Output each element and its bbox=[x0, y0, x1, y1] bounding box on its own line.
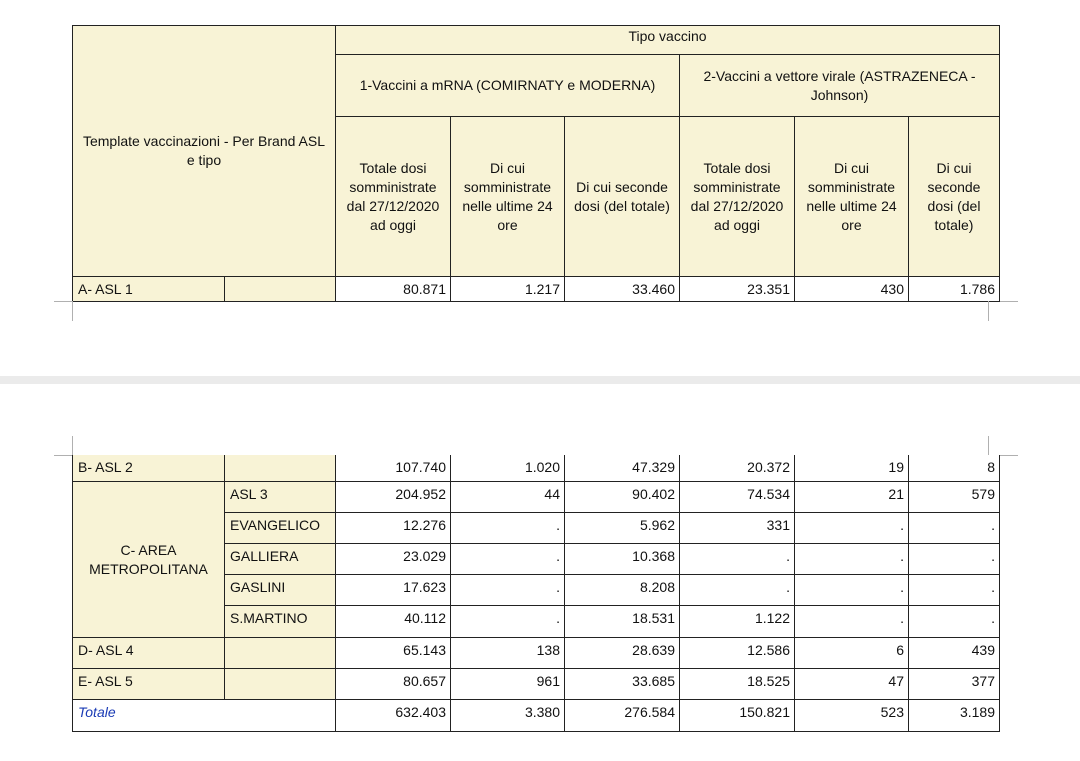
col-header-totale-dosi-vettore bbox=[679, 116, 795, 277]
row-asl4-val-2: 138 bbox=[450, 637, 565, 669]
header-group-vettore-text: 2-Vaccini a vettore virale (ASTRAZENECA - Johnson) bbox=[703, 67, 976, 103]
row-asl2-label: B- ASL 2 bbox=[72, 455, 225, 482]
row-asl4-val-1: 65.143 bbox=[335, 637, 451, 669]
row-asl5-label: E- ASL 5 bbox=[72, 668, 225, 700]
row-asl1-val-1: 80.871 bbox=[335, 276, 451, 302]
row-galliera-val-3: 10.368 bbox=[564, 543, 680, 575]
row-asl1-val-4: 23.351 bbox=[679, 276, 795, 302]
page-corner-mark bbox=[72, 436, 73, 456]
row-smartino-val-3: 18.531 bbox=[564, 605, 680, 638]
row-asl2-val-4: 20.372 bbox=[679, 455, 795, 482]
row-asl3-val-5: 21 bbox=[794, 481, 909, 513]
row-asl3-val-3: 90.402 bbox=[564, 481, 680, 513]
row-galliera-val-6: . bbox=[908, 543, 1000, 575]
row-evangelico-val-1: 12.276 bbox=[335, 512, 451, 544]
row-asl4-val-4: 12.586 bbox=[679, 637, 795, 669]
row-asl1-val-2: 1.217 bbox=[450, 276, 565, 302]
header-group-mrna bbox=[335, 54, 680, 117]
col-header-ultime24-vettore bbox=[794, 116, 909, 277]
row-asl3-val-2: 44 bbox=[450, 481, 565, 513]
row-gaslini-val-6: . bbox=[908, 574, 1000, 606]
row-gaslini-val-4: . bbox=[679, 574, 795, 606]
row-asl5-val-2: 961 bbox=[450, 668, 565, 700]
row-totale-val-6: 3.189 bbox=[908, 699, 1000, 732]
row-asl5-val-4: 18.525 bbox=[679, 668, 795, 700]
row-totale-label: Totale bbox=[72, 699, 336, 732]
row-asl4-label: D- ASL 4 bbox=[72, 637, 225, 669]
row-asl2-sub bbox=[224, 455, 336, 482]
col-header-2-text: Di cui somministrate nelle ultime 24 ore bbox=[462, 159, 553, 233]
row-smartino-val-2: . bbox=[450, 605, 565, 638]
row-galliera-sub: GALLIERA bbox=[224, 543, 336, 575]
row-asl3-val-1: 204.952 bbox=[335, 481, 451, 513]
row-asl5-val-3: 33.685 bbox=[564, 668, 680, 700]
row-galliera-val-5: . bbox=[794, 543, 909, 575]
header-main-label-text: Template vaccinazioni - Per Brand ASL e tipo bbox=[82, 133, 325, 168]
col-header-3-text: Di cui seconde dosi (del totale) bbox=[574, 178, 670, 214]
page-corner-mark bbox=[72, 301, 73, 321]
row-smartino-val-4: 1.122 bbox=[679, 605, 795, 638]
page-corner-mark bbox=[988, 436, 989, 456]
row-asl3-val-4: 74.534 bbox=[679, 481, 795, 513]
row-galliera-val-1: 23.029 bbox=[335, 543, 451, 575]
row-totale-val-2: 3.380 bbox=[450, 699, 565, 732]
row-totale-val-5: 523 bbox=[794, 699, 909, 732]
header-group-vettore bbox=[679, 54, 1000, 117]
col-header-totale-dosi-mrna bbox=[335, 116, 451, 277]
row-asl5-val-1: 80.657 bbox=[335, 668, 451, 700]
row-asl2-val-3: 47.329 bbox=[564, 455, 680, 482]
row-smartino-sub: S.MARTINO bbox=[224, 605, 336, 638]
page-corner-mark bbox=[54, 301, 72, 302]
row-asl4-val-6: 439 bbox=[908, 637, 1000, 669]
col-header-4-text: Totale dosi somministrate dal 27/12/2020 ad oggi bbox=[690, 159, 784, 233]
row-asl1-val-3: 33.460 bbox=[564, 276, 680, 302]
header-main-label bbox=[72, 25, 336, 277]
row-gaslini-val-2: . bbox=[450, 574, 565, 606]
row-asl4-val-5: 6 bbox=[794, 637, 909, 669]
page-corner-mark bbox=[54, 455, 72, 456]
col-header-ultime24-mrna bbox=[450, 116, 565, 277]
area-label-text: C- AREA METROPOLITANA bbox=[89, 541, 208, 577]
page-corner-mark bbox=[988, 301, 989, 321]
row-asl4-sub bbox=[224, 637, 336, 669]
page-corner-mark bbox=[1000, 455, 1018, 456]
row-asl5-sub bbox=[224, 668, 336, 700]
row-asl3-sub: ASL 3 bbox=[224, 481, 336, 513]
col-header-6-text: Di cui seconde dosi (del totale) bbox=[927, 159, 981, 233]
row-asl3-val-6: 579 bbox=[908, 481, 1000, 513]
row-smartino-val-1: 40.112 bbox=[335, 605, 451, 638]
row-asl2-val-2: 1.020 bbox=[450, 455, 565, 482]
row-asl1-val-5: 430 bbox=[794, 276, 909, 302]
row-evangelico-val-4: 331 bbox=[679, 512, 795, 544]
row-evangelico-val-5: . bbox=[794, 512, 909, 544]
row-asl1-sub bbox=[224, 276, 336, 302]
row-evangelico-sub: EVANGELICO bbox=[224, 512, 336, 544]
col-header-1-text: Totale dosi somministrate dal 27/12/2020 ad oggi bbox=[346, 159, 440, 233]
row-evangelico-val-2: . bbox=[450, 512, 565, 544]
row-asl2-val-1: 107.740 bbox=[335, 455, 451, 482]
row-asl1-val-6: 1.786 bbox=[908, 276, 1000, 302]
header-tipo-vaccino-text: Tipo vaccino bbox=[628, 28, 707, 44]
row-totale-val-4: 150.821 bbox=[679, 699, 795, 732]
row-smartino-val-5: . bbox=[794, 605, 909, 638]
row-totale-val-1: 632.403 bbox=[335, 699, 451, 732]
col-header-seconde-mrna bbox=[564, 116, 680, 277]
row-asl1-label: A- ASL 1 bbox=[72, 276, 225, 302]
row-asl4-val-3: 28.639 bbox=[564, 637, 680, 669]
row-gaslini-sub: GASLINI bbox=[224, 574, 336, 606]
row-area-metropolitana-label bbox=[72, 481, 225, 638]
row-galliera-val-2: . bbox=[450, 543, 565, 575]
row-gaslini-val-3: 8.208 bbox=[564, 574, 680, 606]
header-tipo-vaccino bbox=[335, 25, 1000, 55]
page-break-gap bbox=[0, 376, 1080, 384]
row-smartino-val-6: . bbox=[908, 605, 1000, 638]
row-galliera-val-4: . bbox=[679, 543, 795, 575]
row-totale-val-3: 276.584 bbox=[564, 699, 680, 732]
row-asl5-val-6: 377 bbox=[908, 668, 1000, 700]
row-asl2-val-5: 19 bbox=[794, 455, 909, 482]
page-corner-mark bbox=[1000, 301, 1018, 302]
row-asl2-val-6: 8 bbox=[908, 455, 1000, 482]
col-header-seconde-vettore bbox=[908, 116, 1000, 277]
row-evangelico-val-6: . bbox=[908, 512, 1000, 544]
row-gaslini-val-1: 17.623 bbox=[335, 574, 451, 606]
header-group-mrna-text: 1-Vaccini a mRNA (COMIRNATY e MODERNA) bbox=[359, 77, 656, 93]
row-asl5-val-5: 47 bbox=[794, 668, 909, 700]
row-gaslini-val-5: . bbox=[794, 574, 909, 606]
row-evangelico-val-3: 5.962 bbox=[564, 512, 680, 544]
col-header-5-text: Di cui somministrate nelle ultime 24 ore bbox=[806, 159, 897, 233]
